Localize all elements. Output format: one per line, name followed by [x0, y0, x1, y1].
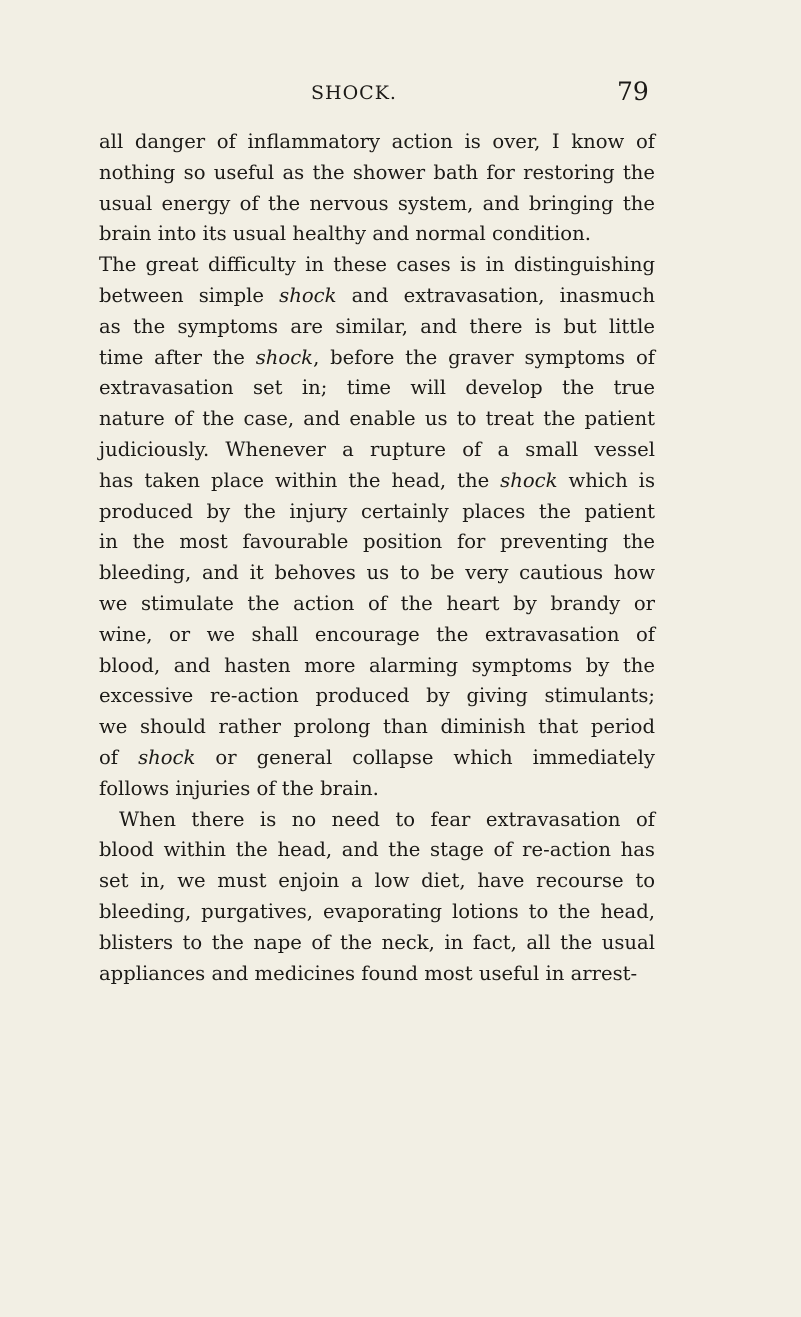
- text-line: [99, 651, 655, 682]
- text-line: [99, 527, 655, 558]
- text-segment: judiciously. Whenever a rupture of a small vessel: [99, 437, 655, 461]
- text-line: [99, 189, 655, 220]
- text-segment: appliances and medicines found most useful in arrest-: [99, 961, 638, 985]
- text-segment: all danger of inflammatory action is over, I know of: [99, 130, 655, 153]
- text-segment: we stimulate the action of the heart by brandy or: [99, 591, 655, 615]
- italic-text: shock: [279, 283, 337, 307]
- text-line: [99, 219, 655, 250]
- text-line: [99, 897, 655, 928]
- text-line: [99, 466, 655, 497]
- text-line: [99, 435, 655, 466]
- body-text: [99, 127, 655, 989]
- text-segment: we should rather prolong than diminish that period: [99, 715, 655, 739]
- text-line: [99, 497, 655, 528]
- text-line: [99, 558, 655, 589]
- text-line: [99, 959, 655, 990]
- text-line: [99, 835, 655, 866]
- text-line: [99, 589, 655, 620]
- text-line: [99, 712, 655, 743]
- text-segment: , before the graver symptoms of: [313, 345, 655, 369]
- text-segment: wine, or we shall encourage the extravasation of: [99, 622, 655, 646]
- text-segment: excessive re-action produced by giving stimulants;: [99, 684, 655, 708]
- text-segment: When there is no need to fear extravasation of: [119, 807, 655, 831]
- text-segment: which is: [557, 468, 656, 492]
- text-line: [99, 127, 655, 158]
- text-segment: bleeding, and it behoves us to be very cautious how: [99, 561, 655, 585]
- text-line: [99, 928, 655, 959]
- text-line: [99, 620, 655, 651]
- text-line: [99, 805, 655, 836]
- text-segment: The great difficulty in these cases is in distinguishing: [99, 253, 655, 277]
- text-segment: blood, and hasten more alarming symptoms by the: [99, 653, 655, 677]
- text-segment: of: [99, 745, 139, 769]
- text-line: [99, 343, 655, 374]
- text-segment: blisters to the nape of the neck, in fact, all the usual: [99, 930, 655, 954]
- text-segment: follows injuries of the brain.: [99, 776, 379, 800]
- running-title: SHOCK.: [311, 82, 397, 104]
- text-segment: blood within the head, and the stage of re-action has: [99, 838, 655, 862]
- text-line: [99, 373, 655, 404]
- text-segment: or general collapse which immediately: [195, 745, 656, 769]
- text-line: [99, 250, 655, 281]
- italic-text: shock: [500, 468, 558, 492]
- text-segment: between simple: [99, 283, 280, 307]
- text-line: [99, 743, 655, 774]
- text-line: [99, 404, 655, 435]
- text-segment: brain into its usual healthy and normal condition.: [99, 222, 591, 246]
- text-segment: produced by the injury certainly places the patient: [99, 499, 655, 523]
- text-segment: extravasation set in; time will develop the true: [99, 376, 655, 400]
- running-head: [0, 78, 801, 108]
- text-segment: in the most favourable position for preventing the: [99, 530, 655, 554]
- italic-text: shock: [138, 745, 196, 769]
- text-segment: nothing so useful as the shower bath for restoring the: [99, 160, 655, 184]
- text-segment: bleeding, purgatives, evaporating lotions to the head,: [99, 899, 655, 923]
- text-segment: set in, we must enjoin a low diet, have recourse to: [99, 869, 655, 893]
- text-line: [99, 158, 655, 189]
- text-segment: usual energy of the nervous system, and bringing the: [99, 191, 655, 215]
- text-segment: and extravasation, inasmuch: [336, 283, 655, 307]
- text-line: [99, 681, 655, 712]
- italic-text: shock: [255, 345, 314, 369]
- text-line: [99, 281, 655, 312]
- page-number: 79: [617, 77, 649, 106]
- text-segment: time after the: [99, 345, 256, 369]
- text-segment: as the symptoms are similar, and there is but little: [99, 314, 655, 338]
- text-line: [99, 866, 655, 897]
- text-segment: has taken place within the head, the: [99, 468, 501, 492]
- text-segment: nature of the case, and enable us to treat the patient: [99, 407, 655, 431]
- text-line: [99, 774, 655, 805]
- text-line: [99, 312, 655, 343]
